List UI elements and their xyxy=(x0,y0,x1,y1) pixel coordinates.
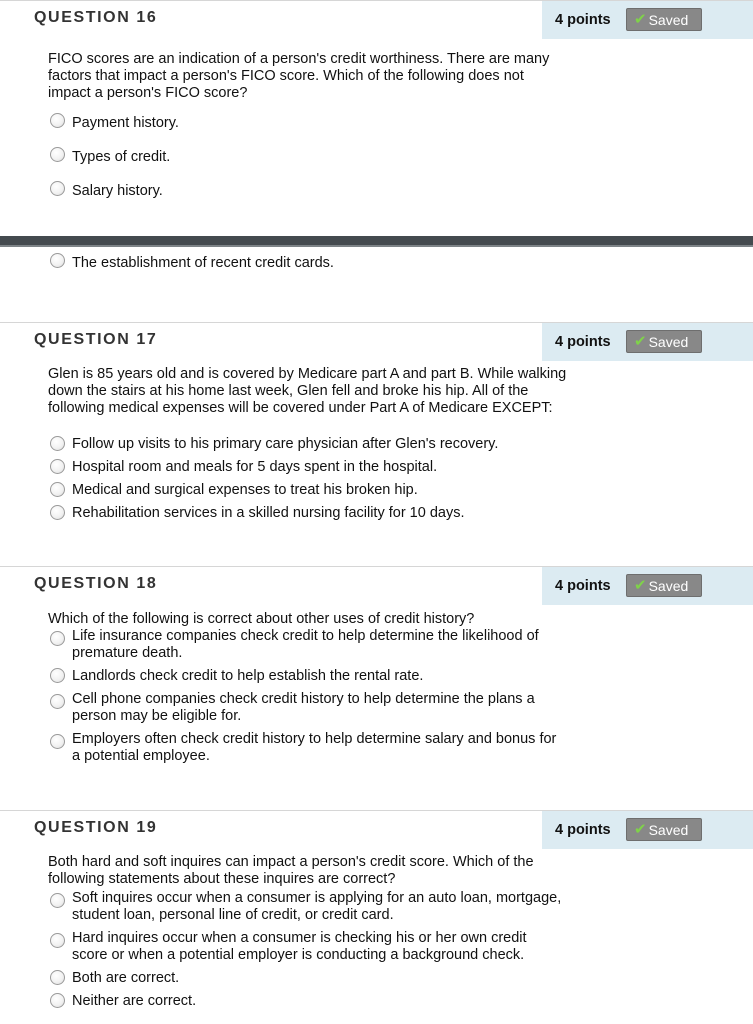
radio-button[interactable] xyxy=(50,482,65,497)
saved-label: Saved xyxy=(648,11,689,28)
saved-badge xyxy=(626,8,702,31)
radio-button[interactable] xyxy=(50,734,65,749)
checkmark-icon: ✔ xyxy=(634,577,647,594)
question-header xyxy=(0,566,753,605)
page-divider xyxy=(0,236,753,247)
option-label: Employers often check credit history to help determine salary and bonus for a potential employee. xyxy=(72,731,557,764)
question-title: QUESTION 19 xyxy=(34,819,158,836)
radio-button[interactable] xyxy=(50,147,65,162)
radio-button[interactable] xyxy=(50,694,65,709)
radio-button[interactable] xyxy=(50,113,65,128)
option-label: Cell phone companies check credit history to help determine the plans a person may be eligible for. xyxy=(72,691,535,724)
question-title: QUESTION 16 xyxy=(34,9,158,26)
radio-button[interactable] xyxy=(50,253,65,268)
checkmark-icon: ✔ xyxy=(634,11,647,28)
saved-label: Saved xyxy=(648,577,689,594)
question-header xyxy=(0,322,753,361)
radio-button[interactable] xyxy=(50,668,65,683)
option-label: Types of credit. xyxy=(72,149,171,165)
points-panel xyxy=(542,1,753,39)
question-text: FICO scores are an indication of a person's credit worthiness. There are many factors that impact a person's FICO score. Which of the following does not impact a person's FICO score? xyxy=(48,51,550,101)
question-19 xyxy=(0,810,753,1009)
option-label: The establishment of recent credit cards. xyxy=(72,255,334,271)
option-label: Both are correct. xyxy=(72,970,180,986)
question-text: Both hard and soft inquires can impact a person's credit score. Which of the following statements about these inquires are correct? xyxy=(48,854,534,887)
option-label: Landlords check credit to help establish the rental rate. xyxy=(72,668,424,684)
radio-button[interactable] xyxy=(50,505,65,520)
question-header xyxy=(0,0,753,39)
radio-button[interactable] xyxy=(50,631,65,646)
option-label: Hospital room and meals for 5 days spent in the hospital. xyxy=(72,459,438,475)
saved-badge xyxy=(626,330,702,353)
option-label: Hard inquires occur when a consumer is checking his or her own credit score or when a potential employer is conducting a background check. xyxy=(72,930,527,963)
question-17 xyxy=(0,322,753,521)
option-label: Medical and surgical expenses to treat his broken hip. xyxy=(72,482,418,498)
points-label: 4 points xyxy=(555,578,611,594)
option-label: Soft inquires occur when a consumer is applying for an auto loan, mortgage, student loan, personal line of credit, or credit card. xyxy=(72,890,562,923)
option-label: Rehabilitation services in a skilled nursing facility for 10 days. xyxy=(72,505,465,521)
saved-badge xyxy=(626,818,702,841)
option-label: Follow up visits to his primary care physician after Glen's recovery. xyxy=(72,436,499,452)
question-text: Glen is 85 years old and is covered by Medicare part A and part B. While walking down the stairs at his home last week, Glen fell and broke his hip. All of the following medical expenses will be covered under Part A of Medicare EXCEPT: xyxy=(48,366,567,416)
option-label: Neither are correct. xyxy=(72,993,197,1009)
radio-button[interactable] xyxy=(50,970,65,985)
radio-button[interactable] xyxy=(50,459,65,474)
points-label: 4 points xyxy=(555,334,611,350)
option-label: Payment history. xyxy=(72,115,179,131)
question-18 xyxy=(0,566,753,764)
saved-badge xyxy=(626,574,702,597)
question-title: QUESTION 17 xyxy=(34,331,158,348)
saved-label: Saved xyxy=(648,333,689,350)
question-header xyxy=(0,810,753,849)
question-text: Which of the following is correct about other uses of credit history? xyxy=(48,611,475,627)
checkmark-icon: ✔ xyxy=(634,821,647,838)
option-label: Life insurance companies check credit to help determine the likelihood of premature death. xyxy=(72,628,539,661)
radio-button[interactable] xyxy=(50,993,65,1008)
radio-button[interactable] xyxy=(50,436,65,451)
points-panel xyxy=(542,567,753,605)
option-label: Salary history. xyxy=(72,183,163,199)
radio-button[interactable] xyxy=(50,933,65,948)
question-title: QUESTION 18 xyxy=(34,575,158,592)
points-label: 4 points xyxy=(555,822,611,838)
radio-button[interactable] xyxy=(50,893,65,908)
saved-label: Saved xyxy=(648,821,689,838)
points-panel xyxy=(542,323,753,361)
checkmark-icon: ✔ xyxy=(634,333,647,350)
points-label: 4 points xyxy=(555,12,611,28)
question-16 xyxy=(0,0,753,271)
points-panel xyxy=(542,811,753,849)
radio-button[interactable] xyxy=(50,181,65,196)
